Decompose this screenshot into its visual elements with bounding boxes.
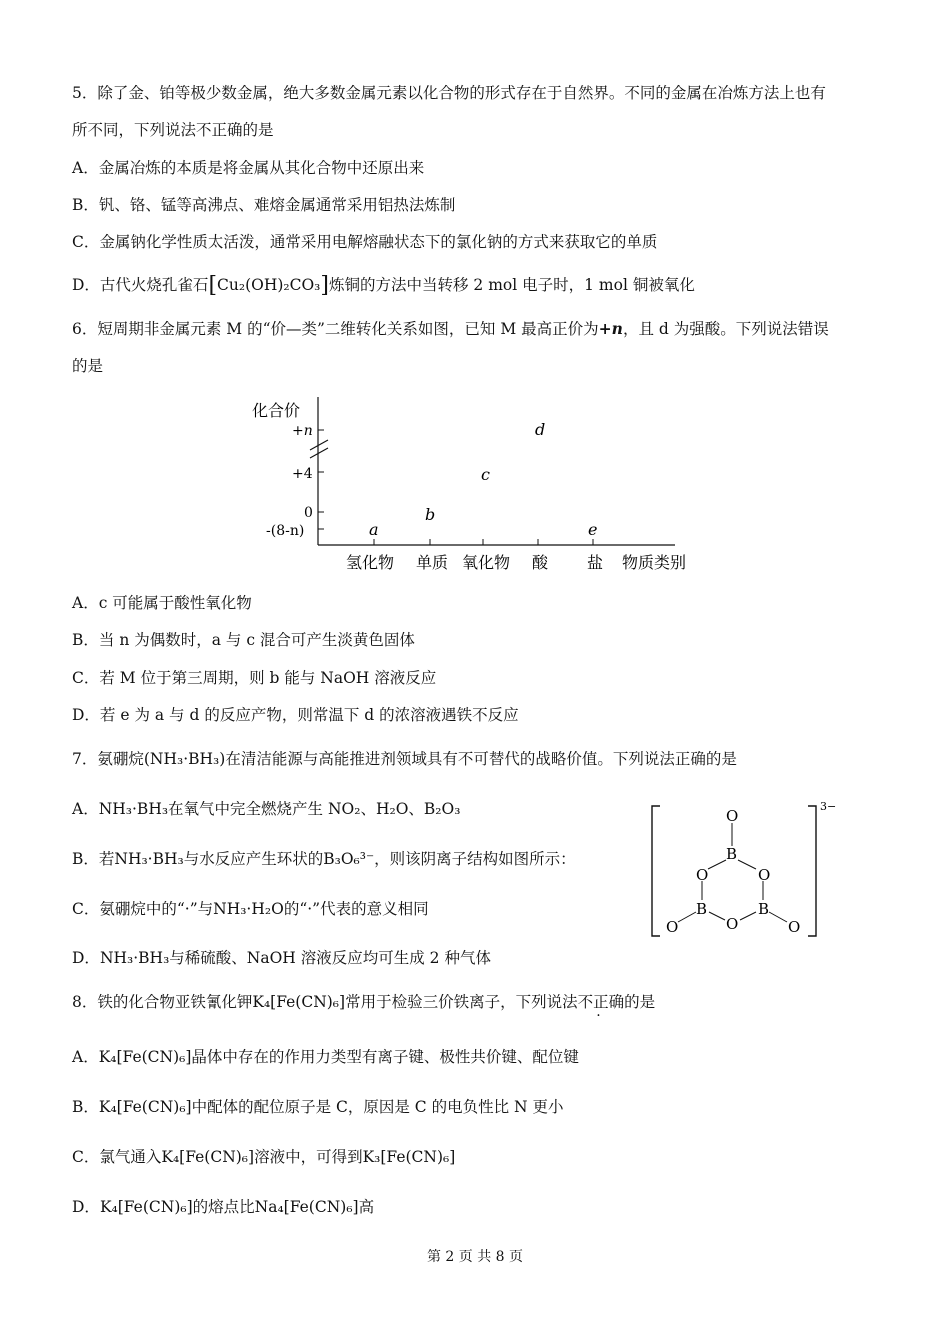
point-e: e — [588, 520, 598, 539]
q8-option-c-formula2: K₃[Fe(CN)₆] — [362, 1148, 456, 1166]
b3o6-ring-structure — [640, 796, 850, 946]
q5-option-c: C．金属钠化学性质太活泼，通常采用电解熔融状态下的氯化钠的方式来获取它的单质 — [72, 233, 658, 251]
y-tick-n: +n — [292, 423, 313, 439]
q7-option-b-pre: B．若 — [72, 850, 115, 868]
q8-stem-pre: 8．铁的化合物亚铁氰化钾 — [72, 993, 253, 1011]
point-a: a — [369, 520, 379, 539]
q7-stem-pre: 7．氨硼烷( — [72, 750, 150, 768]
q7-option-b-ion: B₃O₆³⁻ — [323, 850, 375, 868]
ring-o-bottom: O — [726, 915, 739, 933]
q5-option-d-formula: Cu₂(OH)₂CO₃ — [217, 276, 321, 294]
q6-option-b: B．当 n 为偶数时，a 与 c 混合可产生淡黄色固体 — [72, 631, 415, 649]
q7-option-a: A．NH₃·BH₃在氧气中完全燃烧产生 NO₂、H₂O、B₂O₃ — [72, 800, 461, 818]
q6-option-a: A．c 可能属于酸性氧化物 — [72, 594, 252, 612]
q5-stem-line2: 所不同，下列说法不正确的是 — [72, 121, 274, 139]
ring-b-left: B — [696, 900, 708, 918]
valence-class-diagram — [240, 392, 710, 582]
q7-option-c-post: 的“·”代表的意义相同 — [283, 900, 429, 918]
q8-option-c-pre: C．氯气通入 — [72, 1148, 162, 1166]
q6-stem-pre: 6．短周期非金属元素 M 的“价—类”二维转化关系如图，已知 M 最高正价为 — [72, 320, 599, 338]
q8-option-b: B．K₄[Fe(CN)₆]中配体的配位原子是 C，原因是 C 的电负性比 N 更小 — [72, 1098, 564, 1116]
ring-o-left: O — [696, 866, 709, 884]
x-tick-acid: 酸 — [532, 553, 549, 572]
q5-option-d-post: 炼铜的方法中当转移 2 mol 电子时，1 mol 铜被氧化 — [329, 276, 695, 294]
q6-stem-post: ，且 d 为强酸。下列说法错误 — [622, 320, 829, 338]
q8-stem-mid: 常用于检验三价铁离子，下列说法 — [345, 993, 578, 1011]
ring-o-right: O — [758, 866, 771, 884]
y-tick-neg: -(8-n) — [266, 523, 305, 539]
q8-option-a-formula: K₄[Fe(CN)₆] — [98, 1048, 192, 1066]
q7-option-d-formula: NH₃·BH₃ — [99, 949, 170, 967]
q7-stem-formula: NH₃·BH₃ — [149, 750, 220, 768]
q7-option-c-formula: NH₃·H₂O — [213, 900, 284, 918]
q6-option-d: D．若 e 为 a 与 d 的反应产物，则常温下 d 的浓溶液遇铁不反应 — [72, 706, 519, 724]
x-tick-hydride: 氢化物 — [346, 553, 395, 572]
q5-option-b: B．钒、铬、锰等高沸点、难熔金属通常采用铝热法炼制 — [72, 196, 456, 214]
y-tick-4: +4 — [292, 466, 313, 482]
y-axis-title: 化合价 — [252, 401, 301, 420]
point-c: c — [481, 465, 490, 484]
q8-option-d-post: 高 — [358, 1198, 375, 1216]
q8-option-c-formula: K₄[Fe(CN)₆] — [161, 1148, 255, 1166]
q7-option-d-post: 与稀硫酸、NaOH 溶液反应均可生成 2 种气体 — [169, 949, 491, 967]
q8-option-d-mid: 的熔点比 — [192, 1198, 255, 1216]
x-tick-oxide: 氧化物 — [462, 553, 511, 572]
q8-option-a-post: 晶体中存在的作用力类型有离子键、极性共价键、配位键 — [191, 1048, 579, 1066]
ring-o-outer-right: O — [788, 918, 801, 936]
point-b: b — [425, 505, 436, 524]
q7-option-a-formula: NH₃·BH₃ — [98, 800, 169, 818]
ring-b-right: B — [758, 900, 770, 918]
point-d: d — [535, 420, 546, 439]
q7-option-b-formula: NH₃·BH₃ — [114, 850, 184, 868]
q8-option-c-mid: 溶液中，可得到 — [254, 1148, 363, 1166]
q5-option-a: A．金属冶炼的本质是将金属从其化合物中还原出来 — [72, 159, 425, 177]
q5-stem-line1: 5．除了金、铂等极少数金属，绝大多数金属元素以化合物的形式存在于自然界。不同的金属在冶炼方法上也有 — [72, 84, 826, 102]
q7-stem — [72, 748, 737, 770]
q7-option-d: D．NH₃·BH₃与稀硫酸、NaOH 溶液反应均可生成 2 种气体 — [72, 949, 491, 967]
page-footer: 第 2 页 共 8 页 — [426, 1249, 524, 1265]
ring-o-top: O — [726, 807, 739, 825]
q7-stem-post: )在清洁能源与高能推进剂领域具有不可替代的战略价值。下列说法正确的是 — [219, 750, 737, 768]
y-tick-0: 0 — [304, 505, 313, 521]
q7-option-b-post: ，则该阴离子结构如图所示： — [374, 850, 576, 868]
ring-charge: 3− — [820, 800, 837, 813]
q8-option-c — [72, 1146, 455, 1168]
q5-option-d: D．古代火烧孔雀石[Cu₂(OH)₂CO₃]炼铜的方法中当转移 2 mol 电子时，1 mol 铜被氧化 — [72, 273, 695, 298]
q7-option-b — [72, 848, 576, 870]
q6-option-c: C．若 M 位于第三周期，则 b 能与 NaOH 溶液反应 — [72, 669, 437, 687]
x-tick-salt: 盐 — [587, 553, 604, 572]
q8-option-d-formula2: Na₄[Fe(CN)₆] — [254, 1198, 359, 1216]
q7-option-b-mid: 与水反应产生环状的 — [183, 850, 324, 868]
q7-option-a-post: 在氧气中完全燃烧产生 NO₂、H₂O、B₂O₃ — [168, 800, 461, 818]
q8-stem-post: 的是 — [624, 993, 656, 1011]
ring-b-top: B — [726, 845, 738, 863]
x-axis-title: 物质类别 — [622, 553, 687, 572]
q7-option-c — [72, 898, 429, 920]
x-tick-element: 单质 — [416, 553, 449, 572]
q8-stem — [72, 991, 655, 1013]
q8-stem-emphasis: 不正确 — [577, 993, 625, 1011]
q7-option-c-pre: C．氨硼烷中的“·”与 — [72, 900, 214, 918]
q5-option-d-pre: D．古代火烧孔雀石 — [72, 276, 209, 294]
q8-option-b-formula: K₄[Fe(CN)₆] — [98, 1098, 192, 1116]
q6-stem-n: +n — [598, 319, 623, 338]
q8-option-d-formula: K₄[Fe(CN)₆] — [99, 1198, 193, 1216]
q8-option-d: D．K₄[Fe(CN)₆]的熔点比Na₄[Fe(CN)₆]高 — [72, 1198, 375, 1216]
q6-stem-line1 — [72, 318, 829, 340]
q6-stem-line2: 的是 — [72, 357, 104, 375]
q8-stem-formula: K₄[Fe(CN)₆] — [252, 993, 346, 1011]
ring-o-outer-left: O — [666, 918, 679, 936]
q8-option-b-post: 中配体的配位原子是 C，原因是 C 的电负性比 N 更小 — [191, 1098, 564, 1116]
q8-option-a: A．K₄[Fe(CN)₆]晶体中存在的作用力类型有离子键、极性共价键、配位键 — [72, 1048, 579, 1066]
